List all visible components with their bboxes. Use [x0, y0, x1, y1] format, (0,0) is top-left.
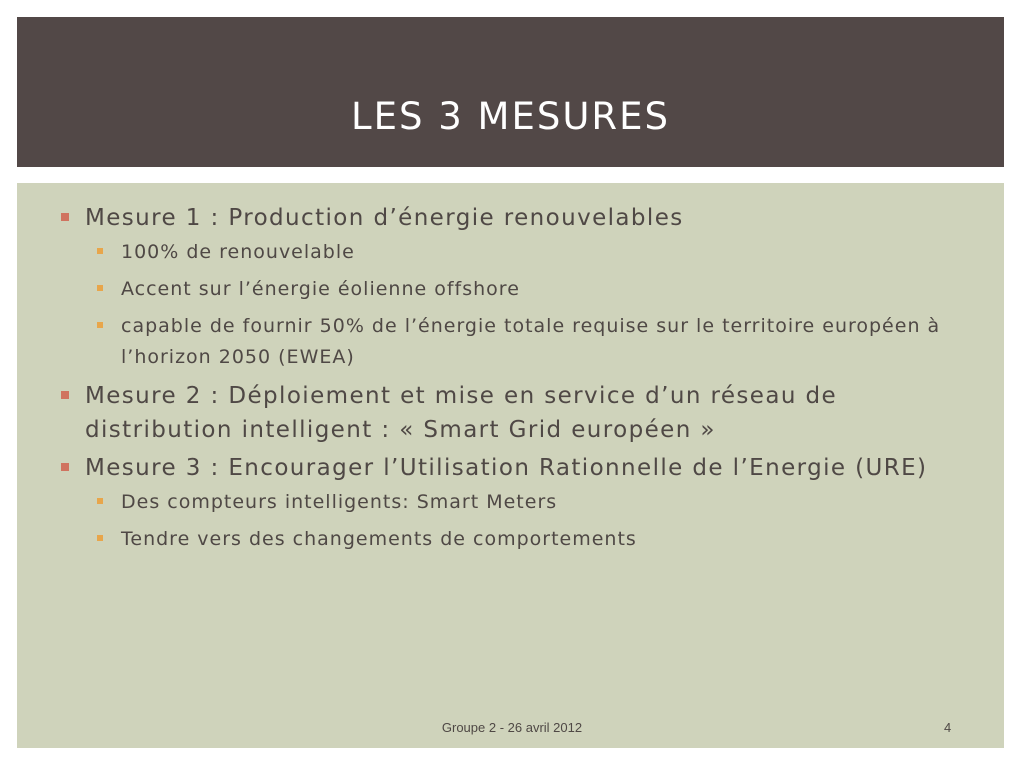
bullet-square-icon: [61, 463, 69, 471]
page-number: 4: [944, 720, 952, 735]
sub-bullet-text: Accent sur l’énergie éolienne offshore: [121, 278, 520, 300]
sub-bullet-text: 100% de renouvelable: [121, 241, 355, 263]
bullet-text: Mesure 1 : Production d’énergie renouvelables: [85, 205, 684, 231]
sub-bullet-list: [85, 487, 941, 555]
sub-bullet-square-icon: [97, 248, 103, 254]
sub-bullet-square-icon: [97, 535, 103, 541]
sub-bullet-square-icon: [97, 322, 103, 328]
bullet-list: [61, 201, 941, 561]
bullet-text: Mesure 3 : Encourager l’Utilisation Rationnelle de l’Energie (URE): [85, 455, 928, 481]
sub-bullet-text: Tendre vers des changements de comportements: [121, 528, 637, 550]
bullet-text: Mesure 2 : Déploiement et mise en service d’un réseau de distribution intelligent : « Smart Grid européen »: [85, 383, 838, 443]
sub-bullet-square-icon: [97, 285, 103, 291]
bullet-item-mesure-3: [61, 451, 941, 555]
slide-title: LES 3 MESURES: [351, 95, 670, 138]
title-bar: [17, 17, 1004, 167]
sub-bullet-text: Des compteurs intelligents: Smart Meters: [121, 491, 558, 513]
footer-text: Groupe 2 - 26 avril 2012: [441, 720, 583, 735]
sub-bullet-item: [91, 487, 941, 518]
sub-bullet-square-icon: [97, 498, 103, 504]
sub-bullet-text: capable de fournir 50% de l’énergie totale requise sur le territoire européen à l’horizon 2050 (EWEA): [121, 315, 941, 368]
bullet-item-mesure-2: [61, 379, 941, 447]
sub-bullet-item: [91, 237, 941, 268]
bullet-item-mesure-1: [61, 201, 941, 373]
sub-bullet-list: [85, 237, 941, 373]
sub-bullet-item: [91, 524, 941, 555]
bullet-square-icon: [61, 391, 69, 399]
sub-bullet-item: [91, 311, 941, 373]
sub-bullet-item: [91, 274, 941, 305]
content-area: [17, 183, 1004, 748]
bullet-square-icon: [61, 213, 69, 221]
